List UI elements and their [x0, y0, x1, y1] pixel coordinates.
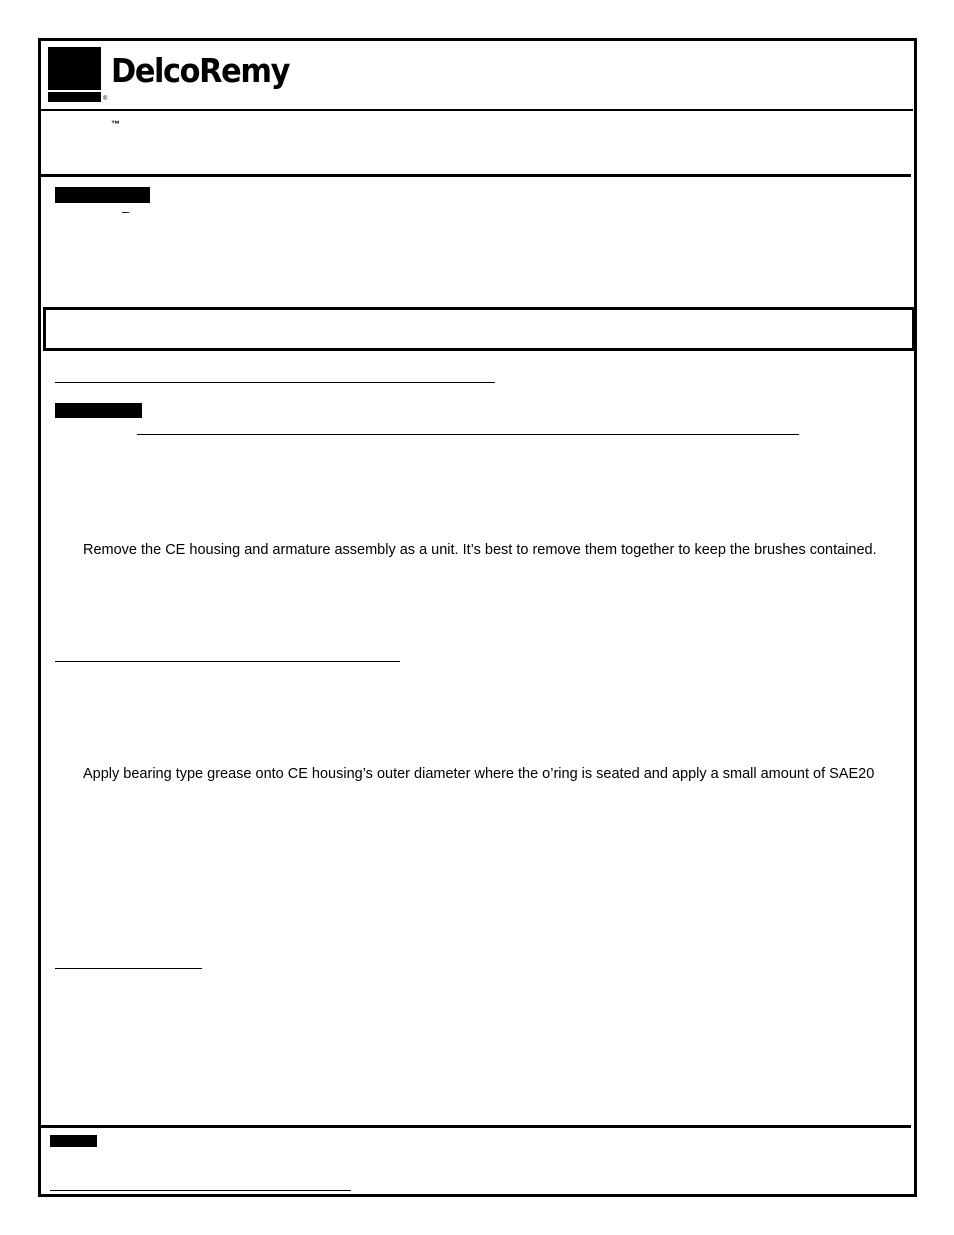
- redacted-footer-label: [50, 1135, 97, 1147]
- section-heading-underline: [55, 382, 495, 383]
- step-text-apply-grease: Apply bearing type grease onto CE housing’s outer diameter where the o’ring is seated and apply a small amount of SAE20: [83, 766, 875, 782]
- section-heading-underline: [55, 968, 202, 969]
- subheading-underline: [137, 434, 799, 435]
- section-heading-underline: [55, 661, 400, 662]
- notice-dash: –: [122, 204, 130, 219]
- footer-divider: [41, 1125, 911, 1128]
- title-divider: [41, 174, 911, 177]
- header-divider: [41, 109, 913, 111]
- logo-mark: [48, 47, 101, 102]
- document-frame: [38, 38, 917, 1197]
- boxed-banner: [43, 307, 915, 351]
- brand-logo-text: DelcoRemy: [111, 51, 290, 90]
- registered-mark: ®: [103, 96, 108, 102]
- step-text-remove-housing: Remove the CE housing and armature assembly as a unit. It’s best to remove them together to keep the brushes contained.: [83, 542, 877, 558]
- footer-underline: [50, 1190, 351, 1191]
- redacted-label-bar: [55, 403, 142, 418]
- redacted-heading-bar: [55, 187, 150, 203]
- trademark-mark: ™: [111, 119, 120, 129]
